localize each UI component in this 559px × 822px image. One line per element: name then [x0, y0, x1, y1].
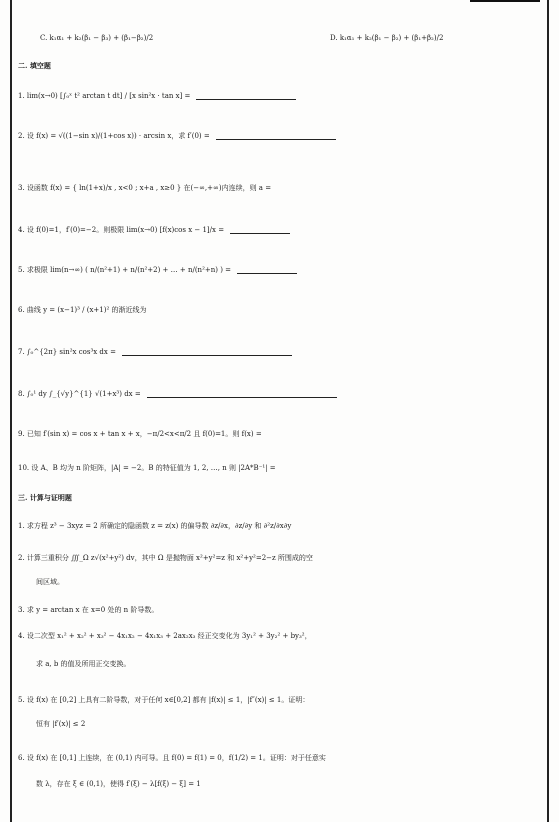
fill-item-10 [18, 464, 543, 472]
fill-item-10-text: 10. 设 A、B 均为 n 阶矩阵，|A| = −2。B 的特征值为 1, 2, …, n 则 |2A*B⁻¹| = [18, 464, 276, 472]
fill-item-2 [18, 132, 543, 140]
fill-item-7 [18, 348, 543, 356]
fill-item-1 [18, 92, 543, 100]
fill-item-3 [18, 184, 543, 192]
fill-item-3-text: 3. 设函数 f(x) = { ln(1+x)/x , x<0 ; x+a , x≥0 } 在(−∞,+∞)内连续，则 a = [18, 184, 272, 192]
proof-item-5-cont: 恒有 |f′(x)| ≤ 2 [36, 720, 86, 728]
proof-item-3: 3. 求 y = arctan x 在 x=0 处的 n 阶导数。 [18, 606, 159, 614]
fill-section-heading: 二. 填空题 [18, 61, 51, 70]
answer-blank [230, 231, 290, 234]
fill-item-6-text: 6. 曲线 y = (x−1)³ / (x+1)² 的渐近线为 [18, 306, 147, 314]
fill-item-1-text: 1. lim(x→0) [∫₀ˣ t² arctan t dt] / [x sin²x · tan x] = [18, 92, 191, 100]
proof-item-6-cont: 数 λ，存在 ξ ∈ (0,1)，使得 f′(ξ) − λ[f(ξ) − ξ] = 1 [36, 780, 201, 788]
proof-item-6: 6. 设 f(x) 在 [0,1] 上连续，在 (0,1) 内可导。且 f(0) = f(1) = 0，f(1/2) = 1。证明：对于任意实 [18, 754, 326, 762]
proof-item-4: 4. 设二次型 x₁² + x₂² + x₃² − 4x₁x₂ − 4x₁x₃ + 2ax₂x₃ 经正交变化为 3y₁² + 3y₂² + by₃²， [18, 632, 312, 640]
fill-item-9-text: 9. 已知 f′(sin x) = cos x + tan x + x，−π/2<x<π/2 且 f(0)=1。则 f(x) = [18, 430, 262, 438]
top-edge-mark [470, 0, 540, 2]
fill-item-6 [18, 306, 543, 314]
answer-blank [196, 97, 296, 100]
proof-item-2-cont: 间区域。 [36, 578, 64, 586]
fill-item-8 [18, 390, 543, 398]
option-d: D. k₁α₁ + k₂(β₁ − β₂) + (β₁+β₂)/2 [330, 34, 444, 42]
right-margin-line [547, 0, 549, 822]
fill-item-7-text: 7. ∫₀^{2π} sin²x cos³x dx = [18, 348, 116, 356]
answer-blank [122, 353, 292, 356]
fill-item-4-text: 4. 设 f(0)=1，f′(0)=−2。则极限 lim(x→0) [f(x)cos x − 1]/x = [18, 226, 225, 234]
proof-item-2: 2. 计算三重积分 ∭_Ω z√(x²+y²) dv，其中 Ω 是抛物面 x²+y²=z 和 x²+y²=2−z 所围成的空 [18, 554, 313, 562]
proof-item-1: 1. 求方程 z³ − 3xyz = 2 所确定的隐函数 z = z(x) 的偏导数 ∂z/∂x，∂z/∂y 和 ∂²z/∂x∂y [18, 522, 292, 530]
fill-item-4 [18, 226, 543, 234]
answer-blank [147, 395, 337, 398]
fill-item-5 [18, 266, 543, 274]
left-margin-line [10, 0, 12, 822]
answer-blank [216, 137, 336, 140]
fill-item-8-text: 8. ∫₀¹ dy ∫_{√y}^{1} √(1+x³) dx = [18, 390, 141, 398]
proof-item-5: 5. 设 f(x) 在 [0,2] 上具有二阶导数，对于任何 x∈[0,2] 都有 |f(x)| ≤ 1，|f″(x)| ≤ 1。证明： [18, 696, 310, 704]
fill-item-9 [18, 430, 543, 438]
proof-section-heading: 三. 计算与证明题 [18, 493, 72, 502]
answer-blank [237, 271, 297, 274]
proof-item-4-cont: 求 a, b 的值及所用正交变换。 [36, 660, 131, 668]
fill-item-5-text: 5. 求极限 lim(n→∞) ( n/(n²+1) + n/(n²+2) + … + n/(n²+n) ) = [18, 266, 232, 274]
fill-item-2-text: 2. 设 f(x) = √((1−sin x)/(1+cos x)) · arcsin x，求 f′(0) = [18, 132, 210, 140]
option-c: C. k₁α₁ + k₂(β₁ − β₃) + (β₁−β₂)/2 [40, 34, 154, 42]
